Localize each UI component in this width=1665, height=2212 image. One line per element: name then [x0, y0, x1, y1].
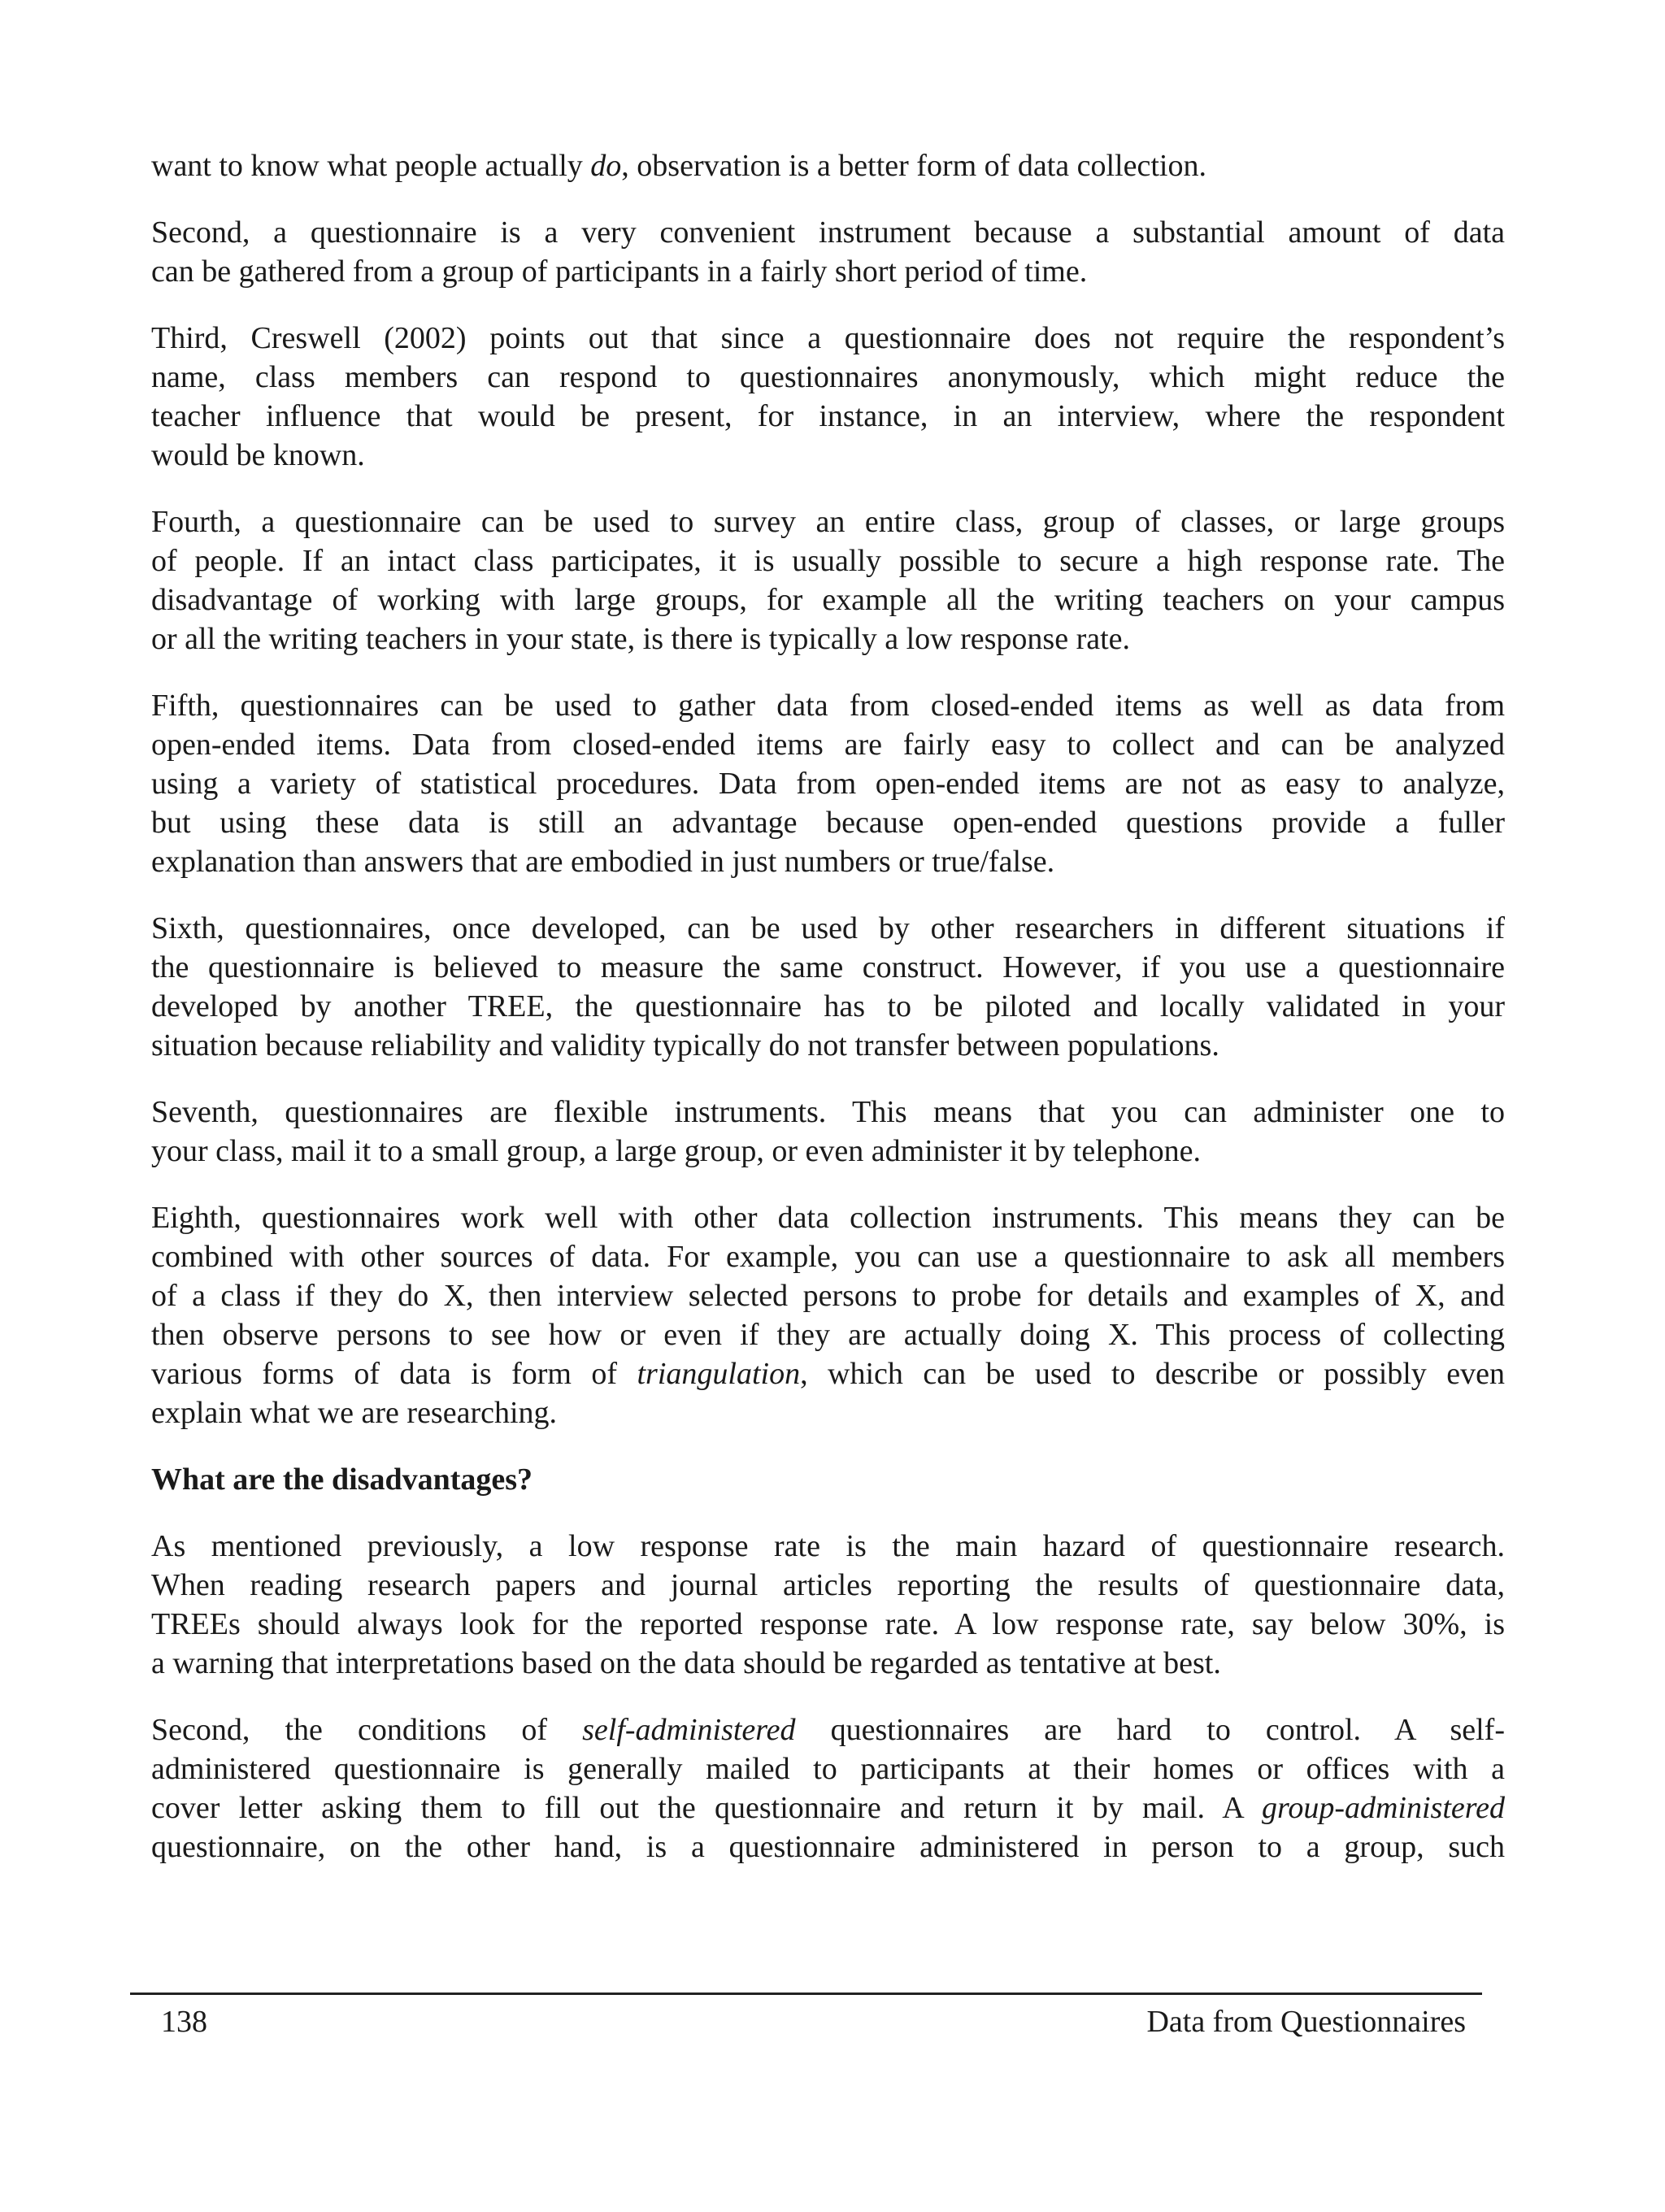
text-run: questionnaires are hard to control. A self- — [795, 1713, 1505, 1747]
text-line — [151, 541, 1505, 580]
text-run: administered questionnaire is generally mailed to participants at their homes or offices with a — [151, 1752, 1505, 1786]
text-line — [151, 1827, 1505, 1867]
italic-text: self-administered — [582, 1713, 796, 1747]
text-run: teacher influence that would be present, for instance, in an interview, where the respondent — [151, 399, 1505, 433]
page-number: 138 — [161, 2005, 207, 2039]
text-run: or all the writing teachers in your state, is there is typically a low response rate. — [151, 622, 1131, 656]
text-run: situation because reliability and validity typically do not transfer between populations. — [151, 1028, 1219, 1063]
text-run: open-ended items. Data from closed-ended items are fairly easy to collect and can be analyzed — [151, 728, 1505, 762]
body-text — [151, 146, 1505, 1894]
text-run: , observation is a better form of data collection. — [621, 149, 1206, 183]
paragraph — [151, 319, 1505, 475]
text-line — [151, 397, 1505, 436]
text-line — [151, 358, 1505, 397]
text-line — [151, 1198, 1505, 1237]
text-line — [151, 146, 1505, 185]
text-run: can be gathered from a group of participants in a fairly short period of time. — [151, 254, 1088, 289]
text-run: Second, the conditions of — [151, 1713, 583, 1747]
text-line — [151, 1393, 1505, 1432]
paragraphs-after-heading — [151, 1527, 1505, 1867]
text-line — [151, 1315, 1505, 1354]
text-run: Second, a questionnaire is a very convenient instrument because a substantial amount of data — [151, 215, 1505, 250]
text-run: want to know what people actually — [151, 149, 591, 183]
italic-text: group-administered — [1261, 1791, 1505, 1825]
paragraph — [151, 213, 1505, 291]
paragraph — [151, 146, 1505, 185]
text-line — [151, 764, 1505, 803]
text-run: Fifth, questionnaires can be used to gather data from closed-ended items as well as data from — [151, 689, 1505, 723]
text-line — [151, 1710, 1505, 1749]
text-line — [151, 213, 1505, 252]
text-run: As mentioned previously, a low response rate is the main hazard of questionnaire research. — [151, 1529, 1505, 1563]
text-run: explain what we are researching. — [151, 1396, 558, 1430]
paragraph — [151, 502, 1505, 658]
text-run: would be known. — [151, 438, 365, 472]
text-line — [151, 725, 1505, 764]
italic-text: triangulation — [637, 1357, 801, 1391]
text-run: then observe persons to see how or even if they are actually doing X. This process of collecting — [151, 1318, 1505, 1352]
text-line — [151, 319, 1505, 358]
text-run: When reading research papers and journal articles reporting the results of questionnaire data, — [151, 1568, 1505, 1602]
text-line — [151, 1093, 1505, 1132]
paragraphs-before-heading — [151, 146, 1505, 1432]
text-run: the questionnaire is believed to measure the same construct. However, if you use a questionnaire — [151, 950, 1505, 984]
text-line — [151, 1566, 1505, 1605]
section-heading: What are the disadvantages? — [151, 1462, 533, 1497]
text-line — [151, 502, 1505, 541]
text-line — [151, 1788, 1505, 1827]
text-run: Eighth, questionnaires work well with other data collection instruments. This means they can be — [151, 1201, 1505, 1235]
paragraph — [151, 909, 1505, 1065]
text-run: , which can be used to describe or possibly even — [800, 1357, 1505, 1391]
text-run: a warning that interpretations based on the data should be regarded as tentative at best. — [151, 1646, 1221, 1680]
text-line — [151, 1026, 1505, 1065]
text-line — [151, 1132, 1505, 1171]
italic-text: do — [590, 149, 622, 183]
text-line — [151, 1527, 1505, 1566]
text-line — [151, 686, 1505, 725]
text-line — [151, 1605, 1505, 1644]
text-run: but using these data is still an advantage because open-ended questions provide a fuller — [151, 806, 1505, 840]
text-line — [151, 909, 1505, 948]
text-run: using a variety of statistical procedures. Data from open-ended items are not as easy to analyze, — [151, 767, 1505, 801]
text-line — [151, 580, 1505, 619]
text-run: Sixth, questionnaires, once developed, can be used by other researchers in different situations if — [151, 911, 1505, 945]
text-run: TREEs should always look for the reported response rate. A low response rate, say below 30%, is — [151, 1607, 1505, 1641]
text-line — [151, 1237, 1505, 1276]
text-line — [151, 1644, 1505, 1683]
paragraph — [151, 1093, 1505, 1171]
text-run: of people. If an intact class participates, it is usually possible to secure a high response rate. The — [151, 544, 1505, 578]
text-run: Third, Creswell (2002) points out that since a questionnaire does not require the respondent’s — [151, 321, 1505, 355]
text-run: Seventh, questionnaires are flexible instruments. This means that you can administer one to — [151, 1095, 1505, 1129]
text-line — [151, 842, 1505, 881]
text-run: disadvantage of working with large groups, for example all the writing teachers on your campus — [151, 583, 1505, 617]
text-line — [151, 1749, 1505, 1788]
text-line — [151, 436, 1505, 475]
text-line — [151, 1354, 1505, 1393]
text-run: Fourth, a questionnaire can be used to survey an entire class, group of classes, or large groups — [151, 505, 1505, 539]
text-line — [151, 803, 1505, 842]
text-run: name, class members can respond to questionnaires anonymously, which might reduce the — [151, 360, 1505, 394]
text-line — [151, 987, 1505, 1026]
text-run: combined with other sources of data. For example, you can use a questionnaire to ask all members — [151, 1240, 1505, 1274]
text-run: explanation than answers that are embodied in just numbers or true/false. — [151, 845, 1055, 879]
paragraph — [151, 1527, 1505, 1683]
text-run: of a class if they do X, then interview selected persons to probe for details and examples of X, and — [151, 1279, 1505, 1313]
text-run: developed by another TREE, the questionnaire has to be piloted and locally validated in your — [151, 989, 1505, 1023]
footer-rule — [130, 1993, 1482, 1995]
paragraph — [151, 1198, 1505, 1432]
text-run: your class, mail it to a small group, a large group, or even administer it by telephone. — [151, 1134, 1201, 1168]
text-run: various forms of data is form of — [151, 1357, 637, 1391]
paragraph — [151, 1710, 1505, 1867]
text-run: cover letter asking them to fill out the questionnaire and return it by mail. A — [151, 1791, 1262, 1825]
text-line — [151, 1276, 1505, 1315]
paragraph — [151, 686, 1505, 881]
running-footer-title: Data from Questionnaires — [1146, 2005, 1466, 2039]
text-line — [151, 252, 1505, 291]
text-line — [151, 619, 1505, 658]
text-line — [151, 948, 1505, 987]
text-run: questionnaire, on the other hand, is a questionnaire administered in person to a group, such — [151, 1830, 1505, 1864]
